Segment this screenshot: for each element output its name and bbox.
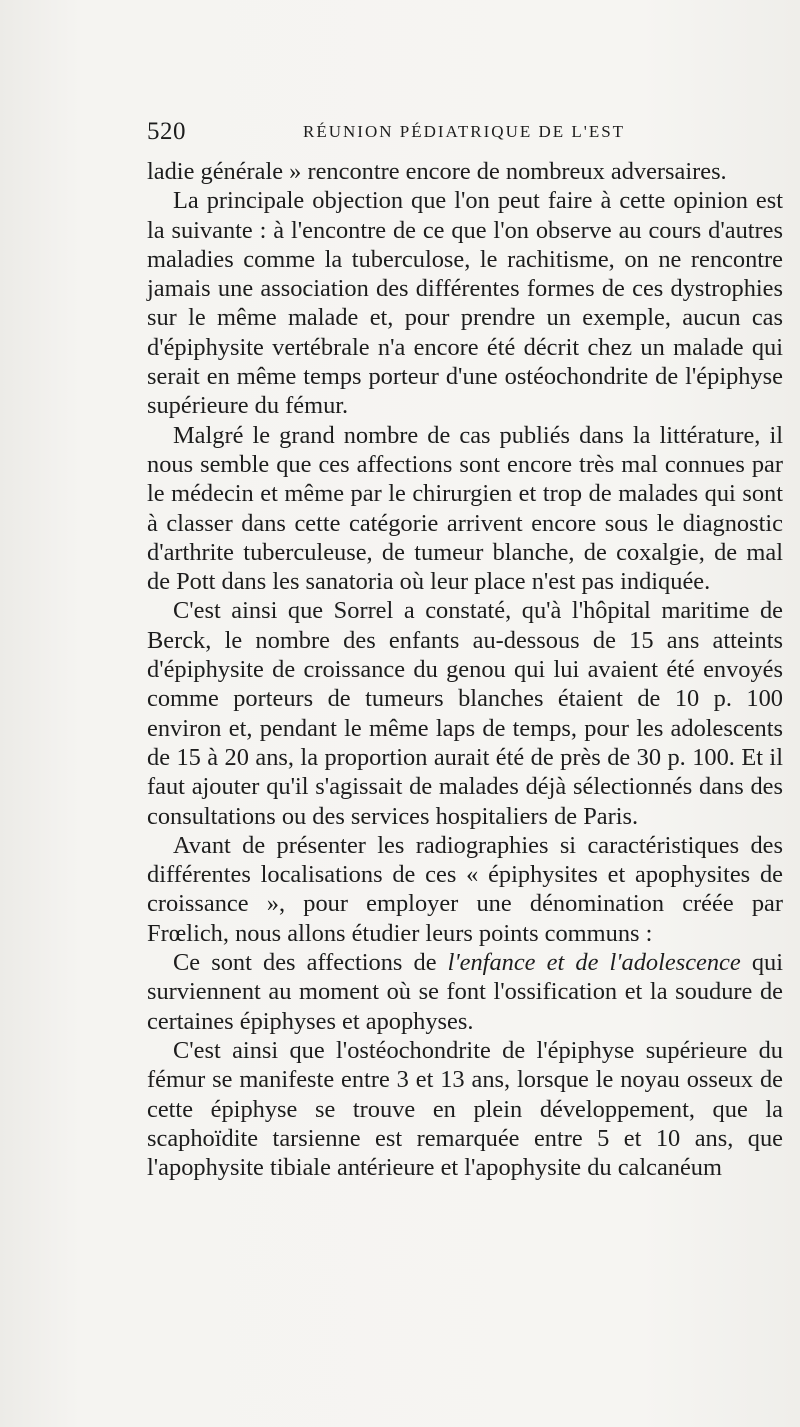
page-number: 520 — [147, 118, 186, 145]
paragraph: C'est ainsi que Sorrel a constaté, qu'à l'hôpital maritime de Berck, le nombre des enfants au-dessous de 15 ans atteints d'épiphysite de croissance du genou qui lui avaient été envoyés comme porteurs de tumeurs blanches étaient de 10 p. 100 environ et, pendant le même laps de temps, pour les adolescents de 15 à 20 ans, la proportion aurait été de près de 30 p. 100. Et il faut ajouter qu'il s'agissait de malades déjà sélectionnés dans des consultations ou des services hospitaliers de Paris. — [147, 597, 783, 830]
page-header — [147, 118, 800, 154]
emphasized-text: l'enfance et de l'adolescence — [447, 949, 741, 977]
paragraph: ladie générale » rencontre encore de nombreux adversaires. — [147, 158, 727, 185]
paragraph-text: Ce sont des affections de — [173, 949, 448, 977]
paragraph: C'est ainsi que l'ostéochondrite de l'épiphyse supérieure du fémur se manifeste entre 3 et 13 ans, lorsque le noyau osseux de cette épiphyse se trouve en plein développement, que la scaphoïdite tarsienne est remarquée entre 5 et 10 ans, que l'apophysite tibiale antérieure et l'apophysite du calcanéum — [147, 1036, 783, 1182]
paragraph: La principale objection que l'on peut faire à cette opinion est la suivante : à l'encontre de ce que l'on observe au cours d'autres maladies comme la tuberculose, le rachitisme, on ne rencontre jamais une association des différentes formes de ces dystrophies sur le même malade et, pour prendre un exemple, aucun cas d'épiphysite vertébrale n'a encore été décrit chez un malade qui serait en même temps porteur d'une ostéochondrite de l'épiphyse supérieure du fémur. — [147, 187, 783, 420]
paragraph: Malgré le grand nombre de cas publiés dans la littérature, il nous semble que ces affections sont encore très mal connues par le médecin et même par le chirurgien et trop de malades qui sont à classer dans cette catégorie arrivent encore sous le diagnostic d'arthrite tuberculeuse, de tumeur blanche, de coxalgie, de mal de Pott dans les sanatoria où leur place n'est pas indiquée. — [147, 421, 783, 596]
body-text — [147, 157, 783, 1182]
paragraph: Avant de présenter les radiographies si caractéristiques des différentes localisations de ces « épiphysites et apophysites de croissance », pour employer une dénomination créée par Frœlich, nous allons étudier leurs points communs : — [147, 831, 783, 947]
paragraph — [147, 948, 783, 1036]
paragraph-text: qui surviennent au moment où se font l'ossification et la soudure de certaines épiphyses et apophyses. — [147, 949, 784, 1035]
running-title: RÉUNION PÉDIATRIQUE DE L'EST — [303, 122, 626, 141]
